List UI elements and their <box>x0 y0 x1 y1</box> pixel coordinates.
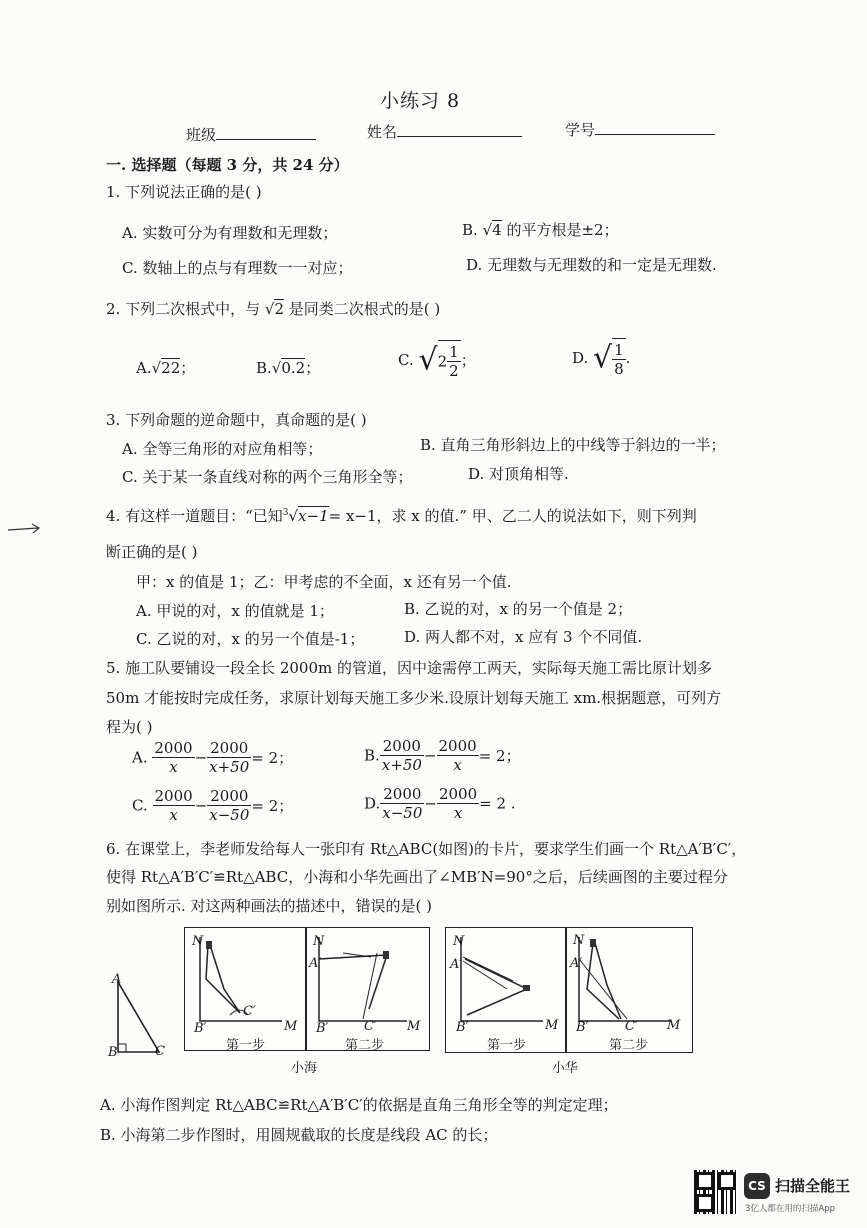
xiaohua-s1-M: M <box>545 1018 559 1033</box>
q2-option-d <box>572 338 631 378</box>
frac-num: 2000 <box>207 739 251 758</box>
q2-b-sep: ； <box>305 359 321 377</box>
app-slogan: 3亿人都在用的扫描App <box>745 1204 836 1214</box>
q2-d-end: . <box>625 349 631 367</box>
q2-option-a <box>136 357 195 378</box>
frac-den: x <box>453 756 462 774</box>
q3-option-b: B. 直角三角形斜边上的中线等于斜边的一半； <box>420 436 726 454</box>
q6-option-b: B. 小海第二步作图时，用圆规截取的长度是线段 AC 的长； <box>100 1126 498 1144</box>
q3-option-a: A. 全等三角形的对应角相等； <box>122 440 323 458</box>
q5-option-b <box>364 737 521 774</box>
camscanner-logo: CS <box>744 1173 770 1199</box>
sqrt-sign: √ <box>418 342 438 378</box>
q1-b-radicand: 4 <box>492 221 502 239</box>
q5-option-d <box>364 785 516 822</box>
q4-line2: 断正确的是( ) <box>106 543 198 561</box>
q5-line3: 程为( ) <box>106 718 153 736</box>
q2-c-label: C. <box>398 351 414 369</box>
frac-den: x+50 <box>209 758 250 776</box>
xiaohai-s2-A: A′ <box>309 956 322 971</box>
sqrt-sign: √ <box>151 359 162 377</box>
xiaohai-s2-M: M <box>407 1019 421 1034</box>
page-title: 小练习 8 <box>380 90 461 112</box>
q2-d-den: 8 <box>614 360 624 378</box>
xiaohai-s2-N: N <box>313 934 325 949</box>
frac-num: 2000 <box>438 785 478 803</box>
frac-den: x−50 <box>382 804 423 822</box>
class-label: 班级 <box>186 126 217 144</box>
q1-b-label: B. <box>462 221 478 239</box>
q1-option-b <box>462 219 619 240</box>
q5-c-frac2 <box>207 787 251 824</box>
q5-d-frac1 <box>380 785 424 822</box>
q2-b-label: B. <box>256 359 272 377</box>
q1-option-d: D. 无理数与无理数的和一定是无理数. <box>466 256 717 274</box>
xiaohua-s2-A: A′ <box>570 956 583 971</box>
label-A: A <box>112 972 122 987</box>
q5-c-frac1 <box>153 787 195 824</box>
q2-a-sep: ； <box>180 359 196 377</box>
q4-option-a: A. 甲说的对，x 的值就是 1； <box>136 602 334 620</box>
q1-stem: 1. 下列说法正确的是( ) <box>106 183 262 201</box>
class-blank <box>216 125 316 140</box>
equals-two: = 2； <box>478 747 521 765</box>
q4-statement: 甲：x 的值是 1；乙：甲考虑的不全面，x 还有另一个值. <box>136 573 512 591</box>
q3-stem: 3. 下列命题的逆命题中，真命题的是( ) <box>106 411 367 429</box>
xiaohua-name: 小华 <box>552 1061 579 1076</box>
xiaohai-s1-B: B′ <box>194 1021 207 1036</box>
sqrt-sign: √ <box>593 340 613 376</box>
q2-c-sep: ； <box>460 351 476 370</box>
q1-option-a: A. 实数可分为有理数和无理数； <box>122 224 338 242</box>
q2-c-num: 1 <box>449 343 459 361</box>
xiaohua-s2-N: N <box>573 933 585 948</box>
number-field <box>565 119 715 140</box>
equals-two: = 2； <box>251 797 294 815</box>
frac-den: x <box>169 758 178 776</box>
q5-d-label: D. <box>364 794 381 813</box>
q4-line1 <box>106 505 697 526</box>
number-label: 学号 <box>565 121 596 139</box>
frac-num: 2000 <box>154 787 193 805</box>
q2-d-num: 1 <box>614 341 624 359</box>
section-heading: 一. 选择题（每题 3 分，共 24 分） <box>106 156 349 174</box>
minus-sign: − <box>423 746 437 765</box>
q2-option-b <box>256 357 320 378</box>
equals-two-end: = 2 . <box>479 794 516 813</box>
frac-den: x−50 <box>209 806 250 824</box>
qr-code-icon <box>694 1170 738 1214</box>
q1-b-suffix: 的平方根是±2； <box>506 221 619 239</box>
q2-option-c <box>398 340 476 380</box>
sqrt-sign: √ <box>271 359 282 377</box>
xiaohai-s1-M: M <box>284 1019 298 1034</box>
xiaohai-s1-C: C′ <box>243 1004 256 1019</box>
margin-arrow-mark <box>6 522 42 536</box>
q2-c-fraction <box>447 343 461 380</box>
class-field <box>186 124 316 145</box>
name-field <box>367 121 522 142</box>
frac-den: x <box>169 806 178 824</box>
q5-option-a <box>132 739 293 776</box>
xiaohua-s1-N: N <box>453 934 465 949</box>
frac-num: 2000 <box>380 737 424 756</box>
q4-option-b: B. 乙说的对，x 的另一个值是 2； <box>404 600 633 618</box>
q4-radicand: x−1 <box>298 507 329 525</box>
name-blank <box>397 122 522 137</box>
q5-line1: 5. 施工队要铺设一段全长 2000m 的管道，因中途需停工两天，实际每天施工需比原计划多 <box>106 659 713 677</box>
q4-line1-post: = x−1，求 x 的值.” 甲、乙二人的说法如下，则下列判 <box>328 507 697 525</box>
label-C: C <box>155 1044 165 1059</box>
q5-a-frac2 <box>207 739 251 776</box>
sqrt-sign: √ <box>482 221 493 239</box>
xiaohua-s2-M: M <box>667 1018 681 1033</box>
q2-a-radicand: 22 <box>161 359 181 377</box>
q5-b-frac1 <box>380 737 424 774</box>
q2-d-radicand <box>612 338 626 378</box>
q6-line3: 别如图所示. 对这两种画法的描述中，错误的是( ) <box>106 897 433 915</box>
frac-num: 2000 <box>380 785 424 804</box>
frac-den: x <box>453 804 463 822</box>
minus-sign: − <box>194 748 208 767</box>
q6-option-a: A. 小海作图判定 Rt△ABC≌Rt△A′B′C′的依据是直角三角形全等的判定定理； <box>100 1096 618 1114</box>
xiaohua-s2-B: B′ <box>576 1020 589 1035</box>
q4-line1-pre: 4. 有这样一道题目：“已知 <box>106 507 283 525</box>
q5-option-c <box>132 787 293 824</box>
q4-option-d: D. 两人都不对，x 应有 3 个不同值. <box>404 628 643 646</box>
q2-a-label: A. <box>136 359 152 377</box>
sqrt-sign: √ <box>264 300 275 318</box>
label-B: B <box>108 1045 118 1060</box>
app-name: 扫描全能王 <box>775 1177 851 1195</box>
q5-b-frac2 <box>437 737 479 774</box>
xiaohua-s2-C: C′ <box>625 1019 638 1034</box>
xiaohua-s1-B: B′ <box>456 1020 469 1035</box>
q6-line2: 使得 Rt△A′B′C′≌Rt△ABC，小海和小华先画出了∠MB′N=90°之后，后续画图的主要过程分 <box>106 868 728 886</box>
q5-a-frac1 <box>152 739 194 776</box>
q4-option-c: C. 乙说的对，x 的另一个值是-1； <box>136 630 365 648</box>
sqrt-sign: √ <box>288 507 299 525</box>
q6-line1: 6. 在课堂上，李老师发给每人一张印有 Rt△ABC(如图)的卡片，要求学生们画一个 Rt△A′B′C′， <box>106 840 747 858</box>
q5-line2: 50m 才能按时完成任务，求原计划每天施工多少米.设原计划每天施工 xm.根据题意，可列方 <box>106 689 722 707</box>
q3-option-d: D. 对顶角相等. <box>468 465 569 483</box>
xiaohai-s2-B: B′ <box>316 1021 329 1036</box>
q3-option-c: C. 关于某一条直线对称的两个三角形全等； <box>122 468 413 486</box>
q2-b-radicand: 0.2 <box>281 359 306 377</box>
equals-two: = 2； <box>251 749 294 767</box>
frac-num: 2000 <box>207 787 251 806</box>
q5-d-frac2 <box>437 785 479 822</box>
q2-stem-pre: 2. 下列二次根式中，与 <box>106 300 261 318</box>
xiaohua-s1-A: A′ <box>450 957 463 972</box>
q5-b-label: B. <box>364 746 380 765</box>
q2-d-label: D. <box>572 349 589 367</box>
frac-num: 2000 <box>438 737 477 755</box>
xiaohai-step2-caption: 第二步 <box>345 1038 385 1053</box>
q5-c-label: C. <box>132 796 148 815</box>
xiaohai-s1-N: N <box>192 934 204 949</box>
q2-c-radicand <box>438 340 461 380</box>
q2-stem <box>106 298 440 319</box>
minus-sign: − <box>194 796 208 815</box>
q1-option-c: C. 数轴上的点与有理数一一对应； <box>122 259 353 277</box>
name-label: 姓名 <box>367 123 398 141</box>
q2-stem-radicand: 2 <box>274 300 284 318</box>
frac-num: 2000 <box>154 739 193 757</box>
xiaohai-step1-caption: 第一步 <box>226 1038 266 1053</box>
q2-c-whole: 2 <box>437 352 448 371</box>
q2-stem-post: 是同类二次根式的是( ) <box>288 300 441 318</box>
q4-root-index: 3 <box>282 508 289 518</box>
number-blank <box>595 120 715 135</box>
xiaohua-step2-caption: 第二步 <box>609 1038 649 1053</box>
minus-sign: − <box>424 794 437 813</box>
xiaohai-name: 小海 <box>291 1061 318 1076</box>
q2-c-den: 2 <box>449 362 459 380</box>
q5-a-label: A. <box>132 748 148 767</box>
xiaohai-s2-C: C′ <box>364 1019 377 1034</box>
frac-den: x+50 <box>381 756 422 774</box>
xiaohua-step1-caption: 第一步 <box>487 1038 527 1053</box>
q2-d-fraction <box>612 341 626 378</box>
